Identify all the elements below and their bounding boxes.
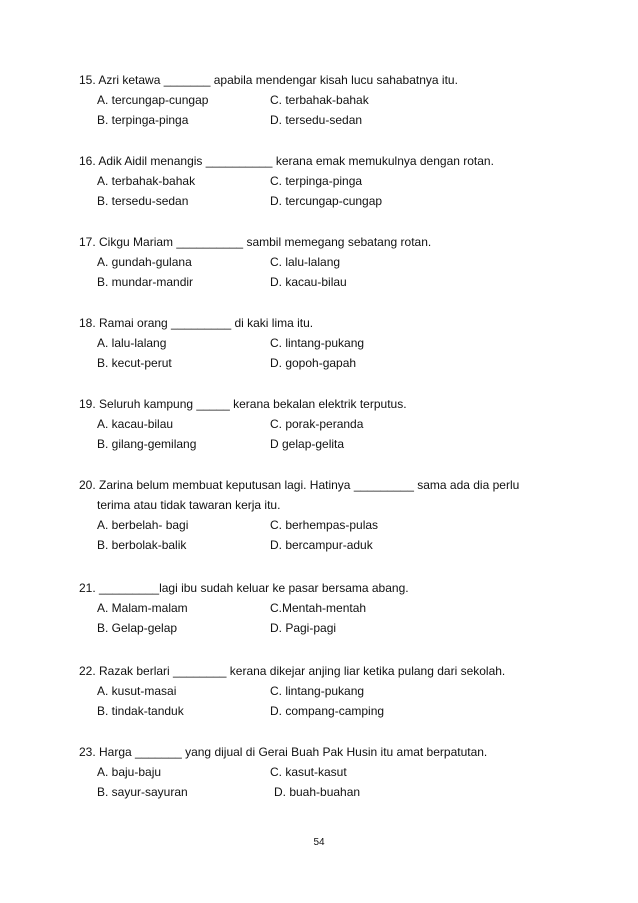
option-row [79, 171, 579, 191]
page-number: 54 [313, 837, 325, 848]
option-b: B. gilang-gemilang [97, 437, 197, 451]
option-d: D. compang-camping [270, 704, 385, 718]
option-c: C. berhempas-pulas [270, 518, 379, 532]
option-c: C.Mentah-mentah [270, 601, 367, 615]
option-b: B. tindak-tanduk [97, 704, 184, 718]
option-row [79, 333, 579, 353]
option-a: A. lalu-lalang [97, 336, 167, 350]
option-row [79, 598, 579, 618]
option-row [79, 191, 579, 211]
option-row [79, 272, 579, 292]
option-c: C. lalu-lalang [270, 255, 341, 269]
option-row [79, 515, 579, 535]
option-c: C. terpinga-pinga [270, 174, 363, 188]
question-stem: 22. Razak berlari ________ kerana dikejar anjing liar ketika pulang dari sekolah. [79, 664, 506, 678]
option-d: D. gopoh-gapah [270, 356, 357, 370]
option-row [79, 414, 579, 434]
option-row [79, 681, 579, 701]
question-stem: 18. Ramai orang _________ di kaki lima itu. [79, 316, 314, 330]
question-stem: 20. Zarina belum membuat keputusan lagi. Hatinya _________ sama ada dia perlu [79, 478, 520, 492]
option-d: D gelap-gelita [270, 437, 345, 451]
option-c: C. lintang-pukang [270, 336, 365, 350]
question-19 [79, 394, 579, 454]
question-stem: 16. Adik Aidil menangis __________ kerana emak memukulnya dengan rotan. [79, 154, 494, 168]
question-21 [79, 578, 579, 638]
option-d: D. bercampur-aduk [270, 538, 373, 552]
option-d: D. kacau-bilau [270, 275, 347, 289]
question-stem: 23. Harga _______ yang dijual di Gerai Buah Pak Husin itu amat berpatutan. [79, 745, 488, 759]
question-15 [79, 70, 579, 130]
question-stem: 15. Azri ketawa _______ apabila mendengar kisah lucu sahabatnya itu. [79, 73, 458, 87]
option-a: A. Malam-malam [97, 601, 188, 615]
option-d: D. buah-buahan [274, 785, 361, 799]
option-row [79, 252, 579, 272]
option-row [79, 762, 579, 782]
option-b: B. tersedu-sedan [97, 194, 189, 208]
question-stem-continued: terima atau tidak tawaran kerja itu. [97, 498, 281, 512]
option-b: B. kecut-perut [97, 356, 172, 370]
question-23 [79, 742, 579, 802]
option-row [79, 434, 579, 454]
option-a: A. berbelah- bagi [97, 518, 189, 532]
option-d: D. tercungap-cungap [270, 194, 383, 208]
option-row [79, 353, 579, 373]
question-stem: 19. Seluruh kampung _____ kerana bekalan elektrik terputus. [79, 397, 407, 411]
option-a: A. baju-baju [97, 765, 162, 779]
option-a: A. terbahak-bahak [97, 174, 196, 188]
option-a: A. kusut-masai [97, 684, 177, 698]
option-a: A. tercungap-cungap [97, 93, 209, 107]
option-b: B. sayur-sayuran [97, 785, 188, 799]
question-20 [79, 475, 579, 555]
option-c: C. terbahak-bahak [270, 93, 369, 107]
question-stem: 21. _________lagi ibu sudah keluar ke pasar bersama abang. [79, 581, 409, 595]
option-row [79, 782, 579, 802]
option-b: B. mundar-mandir [97, 275, 194, 289]
question-17 [79, 232, 579, 292]
question-18 [79, 313, 579, 373]
option-b: B. berbolak-balik [97, 538, 187, 552]
option-b: B. Gelap-gelap [97, 621, 178, 635]
option-row [79, 110, 579, 130]
option-row [79, 701, 579, 721]
option-d: D. tersedu-sedan [270, 113, 363, 127]
option-a: A. kacau-bilau [97, 417, 174, 431]
question-stem: 17. Cikgu Mariam __________ sambil memegang sebatang rotan. [79, 235, 432, 249]
option-c: C. lintang-pukang [270, 684, 365, 698]
option-row [79, 90, 579, 110]
question-16 [79, 151, 579, 211]
option-c: C. porak-peranda [270, 417, 364, 431]
option-row [79, 618, 579, 638]
option-c: C. kasut-kasut [270, 765, 347, 779]
option-row [79, 535, 579, 555]
question-22 [79, 661, 579, 721]
option-a: A. gundah-gulana [97, 255, 192, 269]
option-d: D. Pagi-pagi [270, 621, 337, 635]
option-b: B. terpinga-pinga [97, 113, 189, 127]
